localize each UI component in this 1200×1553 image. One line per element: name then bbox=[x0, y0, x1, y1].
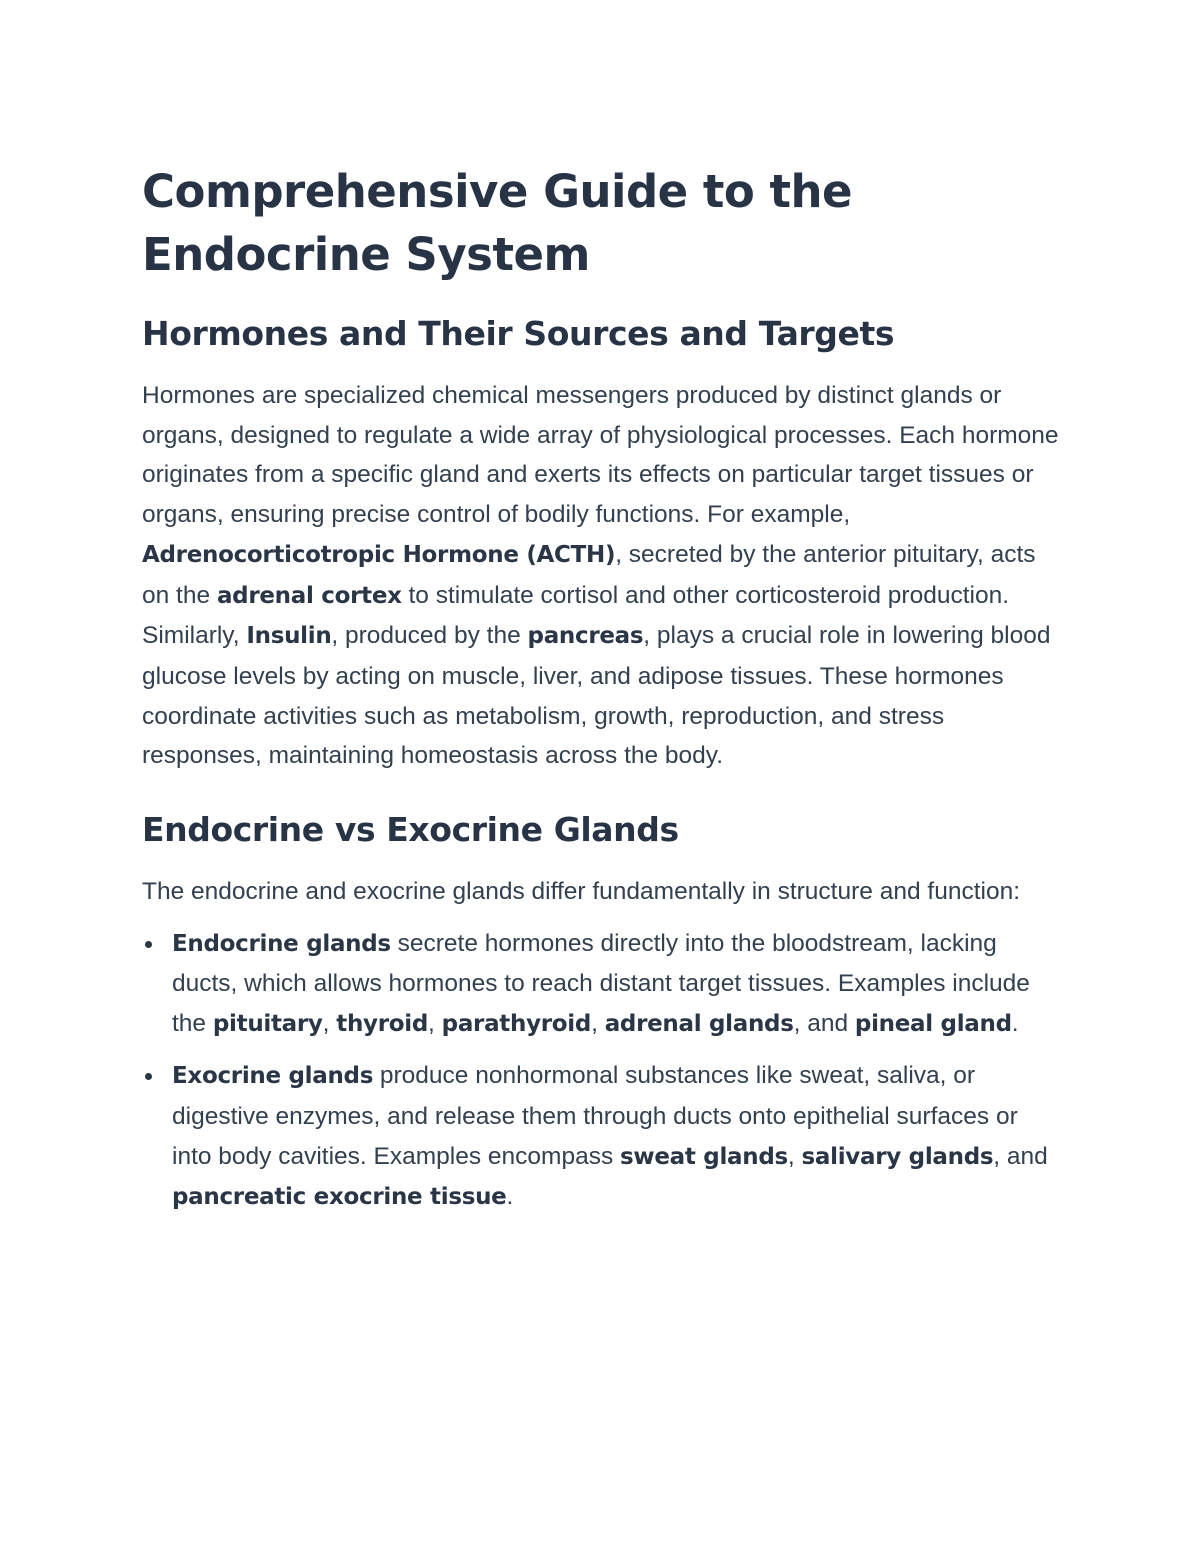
term-parathyroid: parathyroid bbox=[441, 1011, 592, 1038]
list-item-exocrine bbox=[142, 1056, 1062, 1217]
hormones-paragraph bbox=[142, 376, 1062, 776]
text-run: to stimulate cortisol and other corticosteroid production. Similarly, bbox=[142, 581, 1010, 650]
list-item-endocrine bbox=[142, 924, 1062, 1045]
bullet-icon bbox=[145, 941, 152, 948]
term-thyroid: thyroid bbox=[336, 1011, 429, 1038]
text-run: , bbox=[322, 1010, 337, 1038]
section-heading-glands: Endocrine vs Exocrine Glands bbox=[142, 810, 679, 850]
term-pancreatic-exocrine-tissue: pancreatic exocrine tissue bbox=[172, 1183, 507, 1210]
term-salivary-glands: salivary glands bbox=[801, 1143, 994, 1170]
glands-list bbox=[142, 924, 1062, 1217]
text-run: produce nonhormonal substances like sweat, saliva, or digestive enzymes, and release them through ducts onto epithelial surfaces or into body cavities. Examples encompass bbox=[172, 1062, 1018, 1170]
term-adrenal-glands: adrenal glands bbox=[604, 1011, 794, 1038]
text-run: secrete hormones directly into the bloodstream, lacking ducts, which allows hormones to reach distant target tissues. Examples include the bbox=[172, 929, 1030, 1038]
document-title: Comprehensive Guide to the Endocrine System bbox=[142, 165, 853, 281]
term-endocrine-glands: Endocrine glands bbox=[172, 930, 391, 957]
text-run: , bbox=[428, 1010, 442, 1038]
term-pituitary: pituitary bbox=[212, 1011, 323, 1038]
text-run: . bbox=[1011, 1010, 1019, 1038]
text-run: . bbox=[506, 1182, 514, 1210]
term-acth: Adrenocorticotropic Hormone (ACTH) bbox=[142, 541, 616, 568]
glands-intro-paragraph: The endocrine and exocrine glands differ fundamentally in structure and function: bbox=[142, 878, 1021, 906]
term-sweat-glands: sweat glands bbox=[620, 1143, 788, 1170]
text-run: Hormones are specialized chemical messengers produced by distinct glands or organs, designed to regulate a wide array of physiological processes. Each hormone originates from a specific gland and exerts its effects on particular target tissues or organs, ensuring precise control of bodily functions. For example, bbox=[142, 382, 1059, 529]
text-run: , secreted by the anterior pituitary, acts on the bbox=[142, 540, 1036, 609]
text-run: , and bbox=[793, 1010, 855, 1038]
text-run: , bbox=[591, 1010, 605, 1038]
term-exocrine-glands: Exocrine glands bbox=[172, 1063, 374, 1090]
text-run: , produced by the bbox=[331, 622, 528, 650]
term-insulin: Insulin bbox=[246, 623, 332, 650]
bullet-icon bbox=[145, 1073, 152, 1080]
term-pancreas: pancreas bbox=[527, 623, 644, 650]
text-run: , plays a crucial role in lowering blood glucose levels by acting on muscle, liver, and adipose tissues. These hormones coordinate activities such as metabolism, growth, reproduction, and stress responses, maintaining homeostasis across the body. bbox=[142, 622, 1051, 770]
section-heading-hormones: Hormones and Their Sources and Targets bbox=[142, 314, 895, 353]
term-pineal-gland: pineal gland bbox=[854, 1011, 1012, 1038]
term-adrenal-cortex: adrenal cortex bbox=[216, 582, 402, 609]
text-run: , and bbox=[993, 1142, 1048, 1170]
document-page bbox=[142, 160, 1062, 1229]
text-run: , bbox=[787, 1142, 802, 1170]
